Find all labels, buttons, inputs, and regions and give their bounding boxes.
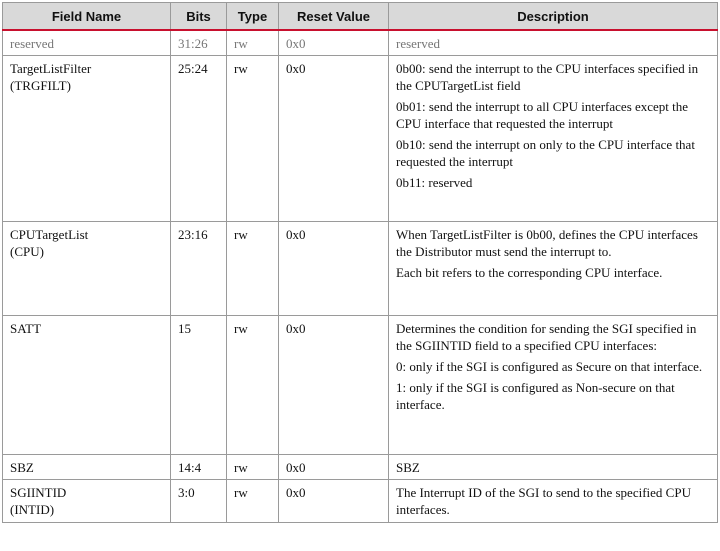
- description-text: 0b01: send the interrupt to all CPU interfaces except the CPU interface that requested the interrupt: [396, 99, 689, 131]
- description-text: When TargetListFilter is 0b00, defines the CPU interfaces the Distributor must send the interrupt to.: [396, 227, 698, 259]
- field-name-cell: [3, 480, 171, 523]
- field-name: SBZ: [10, 460, 34, 475]
- table-row-reserved: [3, 30, 718, 56]
- type-cell: rw: [227, 30, 279, 56]
- reset-value-cell: 0x0: [279, 30, 389, 56]
- description-cell: [389, 455, 718, 480]
- table-row-targetlistfilter: [3, 56, 718, 222]
- type-cell: rw: [227, 222, 279, 316]
- description-text: SBZ: [396, 460, 420, 475]
- description-text: reserved: [396, 36, 441, 51]
- description-text: 0: only if the SGI is configured as Secure on that interface.: [396, 359, 703, 374]
- register-field-table: [2, 2, 718, 523]
- reset-value-cell: 0x0: [279, 56, 389, 222]
- description-cell: [389, 480, 718, 523]
- bits-cell: 23:16: [171, 222, 227, 316]
- table-row-cputargetlist: [3, 222, 718, 316]
- description-cell: [389, 56, 718, 222]
- header-type: Type: [227, 3, 279, 31]
- field-name: CPUTargetList: [10, 227, 89, 242]
- bits-cell: 25:24: [171, 56, 227, 222]
- description-text: 0b10: send the interrupt on only to the CPU interface that requested the interrupt: [396, 137, 695, 169]
- type-cell: rw: [227, 316, 279, 455]
- header-description: Description: [389, 3, 718, 31]
- table-header-row: [3, 3, 718, 31]
- type-cell: rw: [227, 455, 279, 480]
- field-name: SGIINTID: [10, 485, 67, 500]
- field-name: SATT: [10, 321, 42, 336]
- field-name: TargetListFilter: [10, 61, 92, 76]
- reset-value-cell: 0x0: [279, 480, 389, 523]
- description-text: Each bit refers to the corresponding CPU interface.: [396, 265, 663, 280]
- description-text: Determines the condition for sending the SGI specified in the SGIINTID field to a specified CPU interfaces:: [396, 321, 697, 353]
- field-abbreviation: (TRGFILT): [10, 78, 71, 93]
- reset-value-cell: 0x0: [279, 455, 389, 480]
- table-row-satt: [3, 316, 718, 455]
- description-cell: [389, 316, 718, 455]
- description-cell: [389, 30, 718, 56]
- table-row-sbz: [3, 455, 718, 480]
- table-row-sgiintid: [3, 480, 718, 523]
- type-cell: rw: [227, 480, 279, 523]
- field-abbreviation: (CPU): [10, 244, 44, 259]
- reset-value-cell: 0x0: [279, 316, 389, 455]
- field-abbreviation: (INTID): [10, 502, 55, 517]
- description-text: The Interrupt ID of the SGI to send to the specified CPU interfaces.: [396, 485, 691, 517]
- field-name: reserved: [10, 36, 55, 51]
- field-name-cell: [3, 316, 171, 455]
- header-reset-value: Reset Value: [279, 3, 389, 31]
- field-name-cell: [3, 30, 171, 56]
- field-name-cell: [3, 455, 171, 480]
- description-text: 0b11: reserved: [396, 175, 473, 190]
- header-field-name: Field Name: [3, 3, 171, 31]
- header-bits: Bits: [171, 3, 227, 31]
- bits-cell: 31:26: [171, 30, 227, 56]
- bits-cell: 3:0: [171, 480, 227, 523]
- bits-cell: 15: [171, 316, 227, 455]
- description-cell: [389, 222, 718, 316]
- type-cell: rw: [227, 56, 279, 222]
- description-text: 1: only if the SGI is configured as Non-secure on that interface.: [396, 380, 675, 412]
- field-name-cell: [3, 222, 171, 316]
- reset-value-cell: 0x0: [279, 222, 389, 316]
- field-name-cell: [3, 56, 171, 222]
- bits-cell: 14:4: [171, 455, 227, 480]
- description-text: 0b00: send the interrupt to the CPU interfaces specified in the CPUTargetList field: [396, 61, 699, 93]
